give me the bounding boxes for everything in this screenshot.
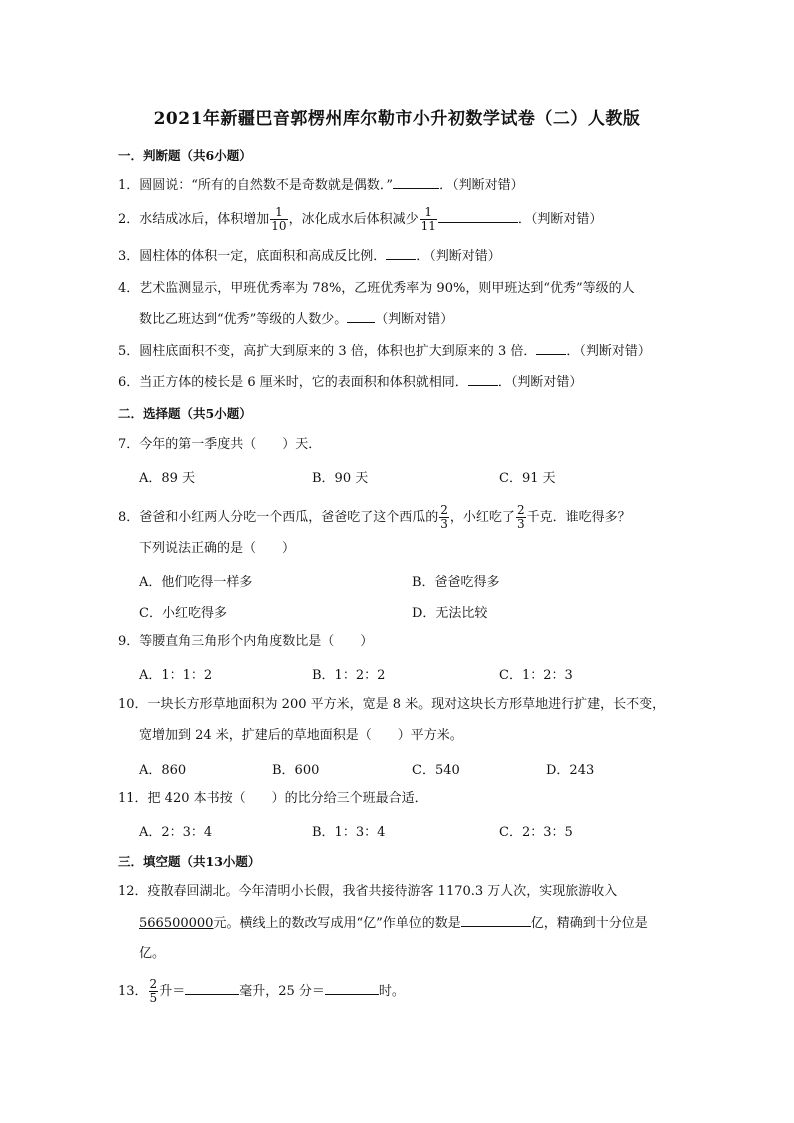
question-2-mid: ，冰化成水后体积减少 <box>288 212 419 227</box>
section-heading-choice: 二．选择题（共5小题） <box>118 406 252 421</box>
question-13 <box>118 978 405 1005</box>
question-12-text-3: 亿，精确到十分位是 <box>530 916 648 931</box>
question-12: 12．疫散春回湖北。今年清明小长假，我省共接待游客 1170.3 万人次，实现旅游收入 <box>118 884 618 899</box>
question-12-suffix: 亿。 <box>139 946 166 961</box>
option-c[interactable]: C．540 <box>412 763 460 778</box>
option-a[interactable]: A．他们吃得一样多 <box>139 575 253 590</box>
option-c[interactable]: C．小红吃得多 <box>139 606 227 621</box>
question-12-line2 <box>139 914 648 933</box>
question-2 <box>118 206 602 233</box>
question-2-suffix: ．（判断对错） <box>517 212 603 227</box>
underlined-number: 566500000 <box>139 916 214 931</box>
question-7: 7．今年的第一季度共（ ）天． <box>118 437 322 452</box>
answer-blank[interactable] <box>468 373 498 386</box>
question-8-suffix: 千克．谁吃得多？ <box>526 510 631 525</box>
answer-blank[interactable] <box>325 982 379 995</box>
option-b[interactable]: B．1：2：2 <box>312 668 386 683</box>
question-1-suffix: ．（判断对错） <box>439 178 524 193</box>
question-5-text: 5．圆柱底面积不变，高扩大到原来的 3 倍，体积也扩大到原来的 3 倍． <box>118 344 537 359</box>
option-d[interactable]: D．无法比较 <box>412 606 488 621</box>
fraction: $\frac{2}{5}$ <box>149 977 158 1005</box>
question-6 <box>118 373 582 392</box>
option-c[interactable]: C．91 天 <box>499 471 556 486</box>
option-c[interactable]: C．1：2：3 <box>499 668 573 683</box>
option-b[interactable]: B．600 <box>272 763 320 778</box>
fraction: $\frac{1}{11}$ <box>420 205 436 233</box>
question-4-text-2: 数比乙班达到“优秀”等级的人数少。 <box>139 312 348 327</box>
question-1-text: 1．圆圆说：“所有的自然数不是奇数就是偶数．” <box>118 178 394 193</box>
question-11: 11．把 420 本书按（ ）的比分给三个班最合适． <box>118 791 428 806</box>
answer-blank[interactable] <box>536 342 566 355</box>
answer-blank[interactable] <box>185 982 239 995</box>
answer-blank[interactable] <box>347 310 375 323</box>
question-10-line2: 宽增加到 24 米，扩建后的草地面积是（ ）平方米。 <box>139 728 463 743</box>
option-a[interactable]: A．860 <box>139 763 187 778</box>
question-12-text-2: 元。横线上的数改写成用“亿”作单位的数是 <box>213 916 461 931</box>
option-d[interactable]: D．243 <box>546 763 595 778</box>
question-9: 9．等腰直角三角形个内角度数比是（ ） <box>118 634 374 649</box>
answer-blank[interactable] <box>461 914 531 927</box>
question-13-text: 升＝ <box>159 984 186 999</box>
answer-blank[interactable] <box>386 247 416 260</box>
option-a[interactable]: A．1：1：2 <box>139 668 213 683</box>
question-10: 10．一块长方形草地面积为 200 平方米，宽是 8 米。现对这块长方形草地进行扩建，长不变， <box>118 697 666 712</box>
question-4 <box>118 280 635 298</box>
option-b[interactable]: B．90 天 <box>312 471 369 486</box>
question-4-text: 4．艺术监测显示，甲班优秀率为 78%，乙班优秀率为 90%，则甲班达到“优秀”等级的人 <box>118 281 635 296</box>
question-5-suffix: ．（判断对错） <box>566 344 651 359</box>
section-heading-fill: 三．填空题（共13小题） <box>118 854 261 869</box>
question-4-suffix: （判断对错） <box>375 312 454 327</box>
question-8-text: 8．爸爸和小红两人分吃一个西瓜，爸爸吃了这个西瓜的 <box>118 510 439 525</box>
question-8 <box>118 504 631 531</box>
question-4-line2 <box>139 310 453 329</box>
question-6-suffix: ．（判断对错） <box>497 375 583 390</box>
question-3 <box>118 247 501 266</box>
page-title: 2021年新疆巴音郭楞州库尔勒市小升初数学试卷（二）人教版 <box>153 109 641 129</box>
option-b[interactable]: B．1：3：4 <box>312 825 386 840</box>
question-13-suffix: 时。 <box>378 984 405 999</box>
answer-blank[interactable] <box>438 210 518 223</box>
question-13-mid: 毫升，25 分＝ <box>239 984 325 999</box>
option-c[interactable]: C．2：3：5 <box>499 825 573 840</box>
question-8-line2: 下列说法正确的是（ ） <box>139 541 296 556</box>
question-8-mid: ，小红吃了 <box>449 510 515 525</box>
question-2-text: 2．水结成冰后，体积增加 <box>118 212 270 227</box>
question-3-suffix: ．（判断对错） <box>416 249 501 264</box>
fraction: $\frac{2}{3}$ <box>440 503 448 531</box>
question-1 <box>118 176 524 195</box>
question-3-text: 3．圆柱体的体积一定，底面积和高成反比例． <box>118 249 387 264</box>
option-a[interactable]: A．2：3：4 <box>139 825 213 840</box>
fraction: $\frac{1}{10}$ <box>271 205 287 233</box>
question-5 <box>118 342 651 361</box>
option-b[interactable]: B．爸爸吃得多 <box>412 575 500 590</box>
question-12-line3 <box>139 945 165 963</box>
section-heading-judgement: 一．判断题（共6小题） <box>118 148 252 163</box>
question-6-text: 6．当正方体的棱长是 6 厘米时，它的表面积和体积就相同． <box>118 375 468 390</box>
fraction: $\frac{2}{3}$ <box>516 503 525 531</box>
option-a[interactable]: A．89 天 <box>139 471 196 486</box>
question-13-number: 13． <box>118 984 148 999</box>
answer-blank[interactable] <box>393 176 439 189</box>
